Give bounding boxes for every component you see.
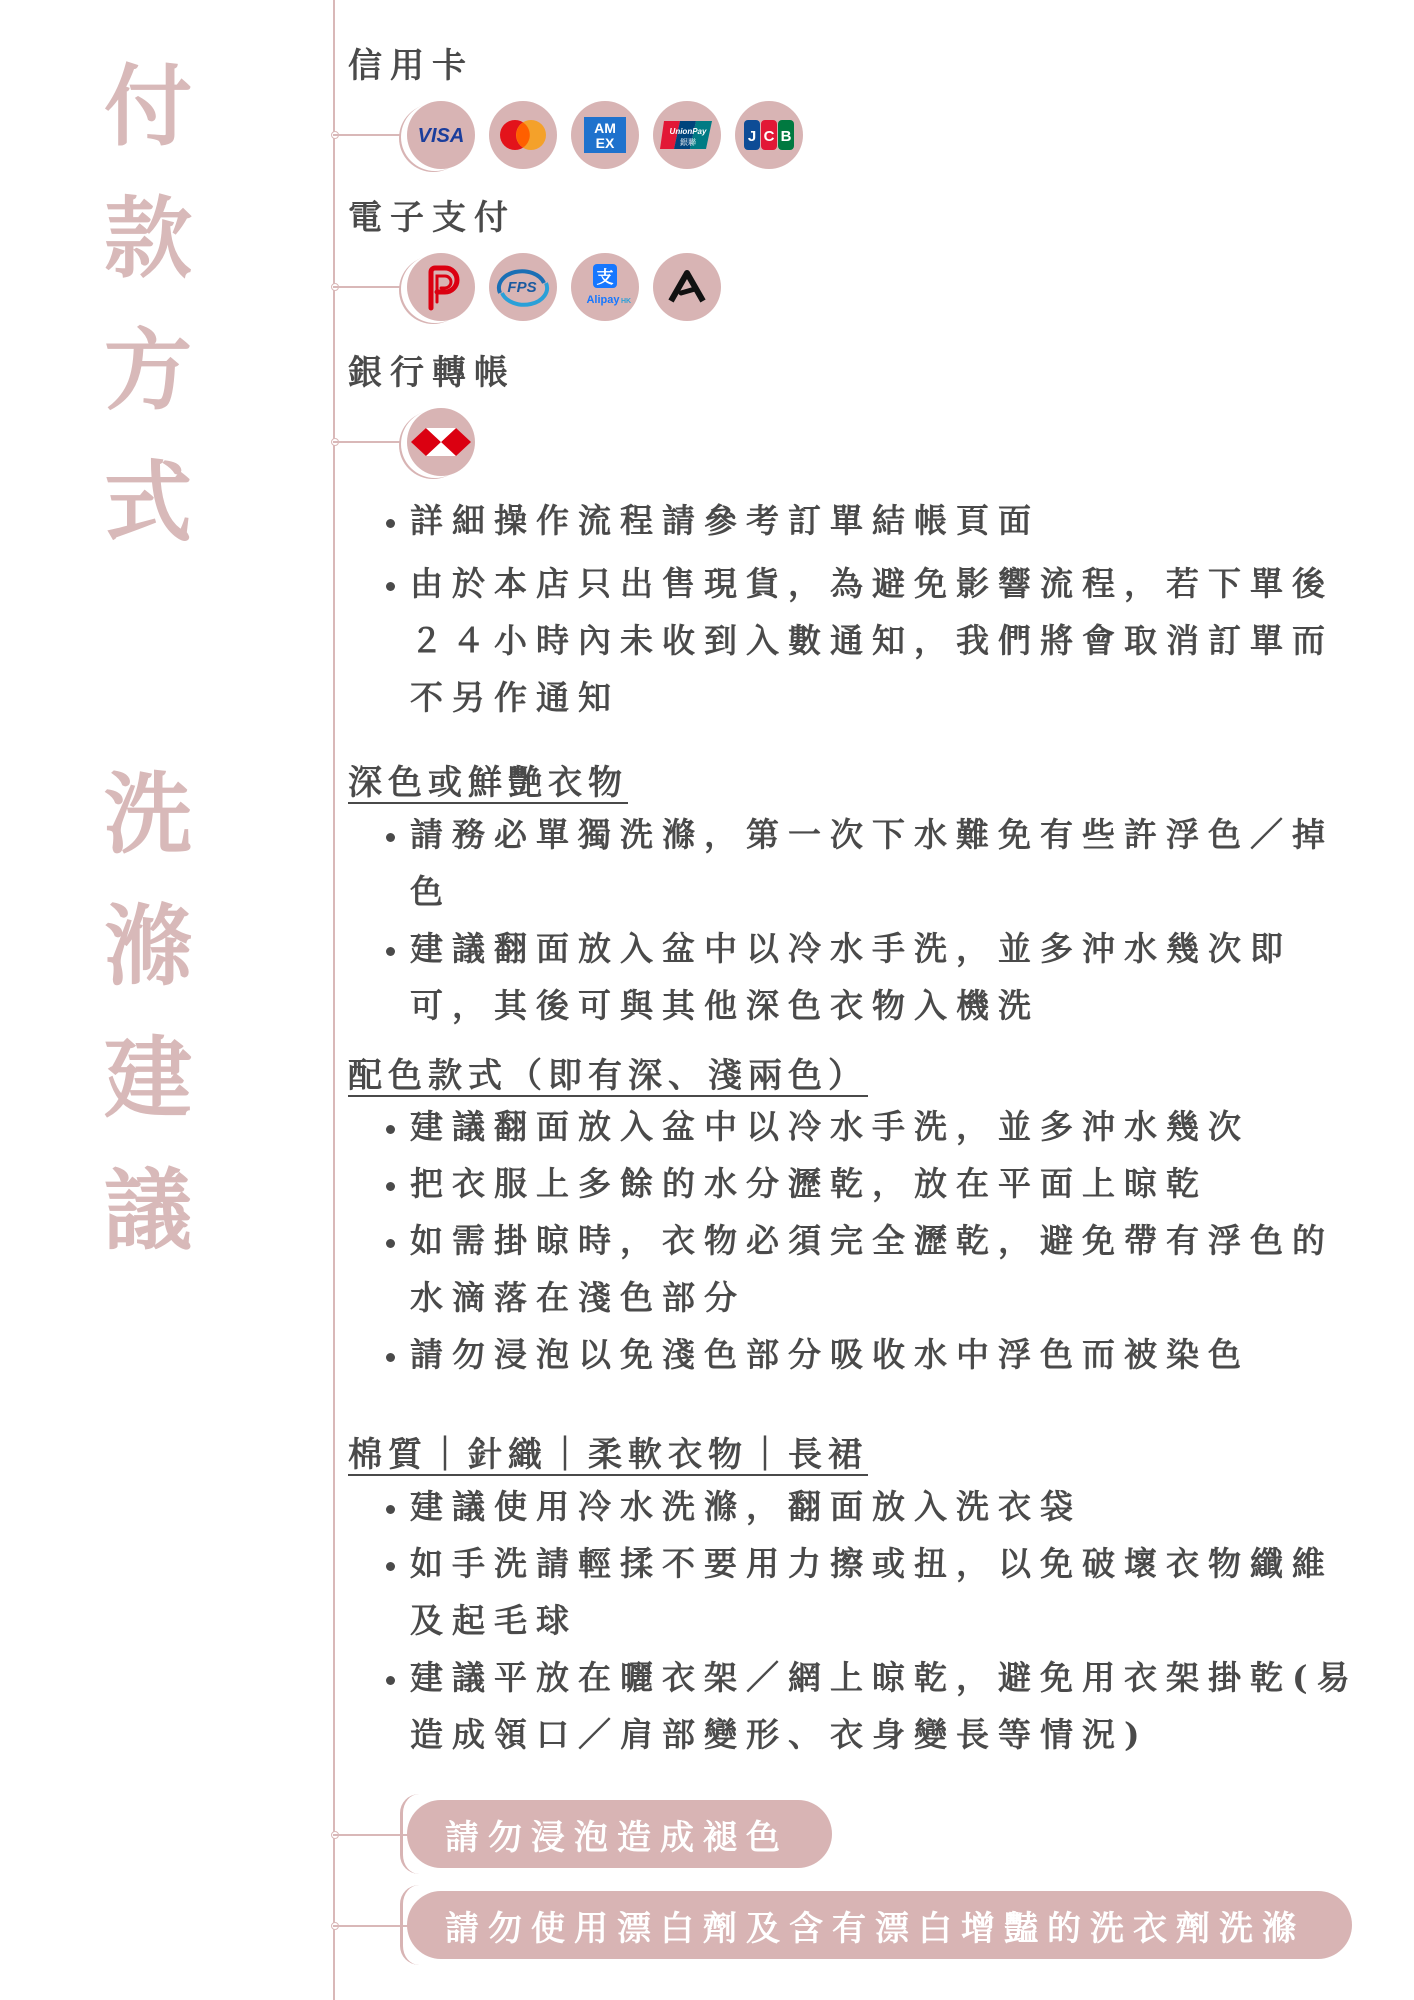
dark-colors-section-title: 深色或鮮艷衣物 [348, 763, 628, 803]
svg-text:HK: HK [620, 298, 632, 305]
svg-text:Alipay: Alipay [586, 294, 620, 306]
delicates-section-title: 棉質｜針織｜柔軟衣物｜長裙 [348, 1435, 868, 1475]
amex-icon [571, 101, 639, 169]
svg-text:支: 支 [596, 268, 614, 288]
list-item: • 建議翻面放入盆中以冷水手洗，並多沖水幾次 [410, 1098, 1360, 1155]
payment-side-title [104, 40, 314, 568]
bank-transfer-icons [407, 408, 475, 476]
svg-text:UnionPay: UnionPay [669, 127, 707, 136]
washing-title-line-1: 洗滌 [104, 762, 215, 998]
list-item: • 詳細操作流程請參考訂單結帳頁面 [410, 492, 1360, 549]
alipay-hk-icon [571, 253, 639, 321]
list-item: • 請勿浸泡以免淺色部分吸收水中浮色而被染色 [410, 1326, 1360, 1383]
two-tone-section-title: 配色款式（即有深、淺兩色） [348, 1056, 868, 1096]
fps-icon [489, 253, 557, 321]
list-item: • 由於本店只出售現貨，為避免影響流程，若下單後２４小時內未收到入數通知，我們將會取消訂單而不另作通知 [410, 555, 1360, 726]
mastercard-icon [489, 101, 557, 169]
list-item: • 建議平放在曬衣架／網上晾乾，避免用衣架掛乾(易造成領口／肩部變形、衣身變長等情況) [410, 1649, 1360, 1763]
list-item: • 把衣服上多餘的水分瀝乾，放在平面上晾乾 [410, 1155, 1360, 1212]
atome-icon [653, 253, 721, 321]
payment-title-line-1: 付款 [104, 54, 215, 290]
credit-card-icons [407, 101, 803, 169]
svg-text:銀聯: 銀聯 [680, 138, 696, 147]
washing-side-title [104, 748, 314, 1276]
svg-text:J: J [747, 128, 757, 145]
delicates-list [360, 1478, 1360, 1763]
svg-text:EX: EX [595, 135, 615, 151]
timeline-line [333, 0, 335, 2000]
warning-no-soak: 請勿浸泡造成褪色 [407, 1800, 832, 1868]
two-tone-list [360, 1098, 1360, 1383]
payment-title-line-2: 方式 [104, 318, 215, 554]
svg-text:C: C [763, 128, 775, 145]
jcb-icon [735, 101, 803, 169]
bank-transfer-heading: 銀行轉帳 [348, 353, 516, 393]
visa-icon [407, 101, 475, 169]
svg-text:FPS: FPS [507, 279, 537, 296]
warning-no-bleach: 請勿使用漂白劑及含有漂白增豔的洗衣劑洗滌 [407, 1891, 1352, 1959]
svg-text:AM: AM [594, 120, 616, 136]
list-item: • 建議使用冷水洗滌，翻面放入洗衣袋 [410, 1478, 1360, 1535]
payment-notes-list [360, 492, 1360, 726]
svg-text:B: B [780, 128, 792, 145]
connector-line [333, 286, 411, 288]
e-payment-heading: 電子支付 [348, 198, 516, 238]
dark-colors-list [360, 806, 1360, 1034]
list-item: • 請務必單獨洗滌，第一次下水難免有些許浮色／掉色 [410, 806, 1360, 920]
payme-icon [407, 253, 475, 321]
list-item: • 如手洗請輕揉不要用力擦或扭，以免破壞衣物纖維及起毛球 [410, 1535, 1360, 1649]
svg-text:VISA: VISA [417, 125, 465, 147]
e-payment-icons [407, 253, 721, 321]
washing-title-line-2: 建議 [104, 1026, 215, 1262]
unionpay-icon [653, 101, 721, 169]
list-item: • 如需掛晾時，衣物必須完全瀝乾，避免帶有浮色的水滴落在淺色部分 [410, 1212, 1360, 1326]
list-item: • 建議翻面放入盆中以冷水手洗，並多沖水幾次即可，其後可與其他深色衣物入機洗 [410, 920, 1360, 1034]
hsbc-icon [407, 408, 475, 476]
credit-card-heading: 信用卡 [348, 46, 474, 86]
connector-line [333, 134, 411, 136]
connector-line [333, 441, 411, 443]
